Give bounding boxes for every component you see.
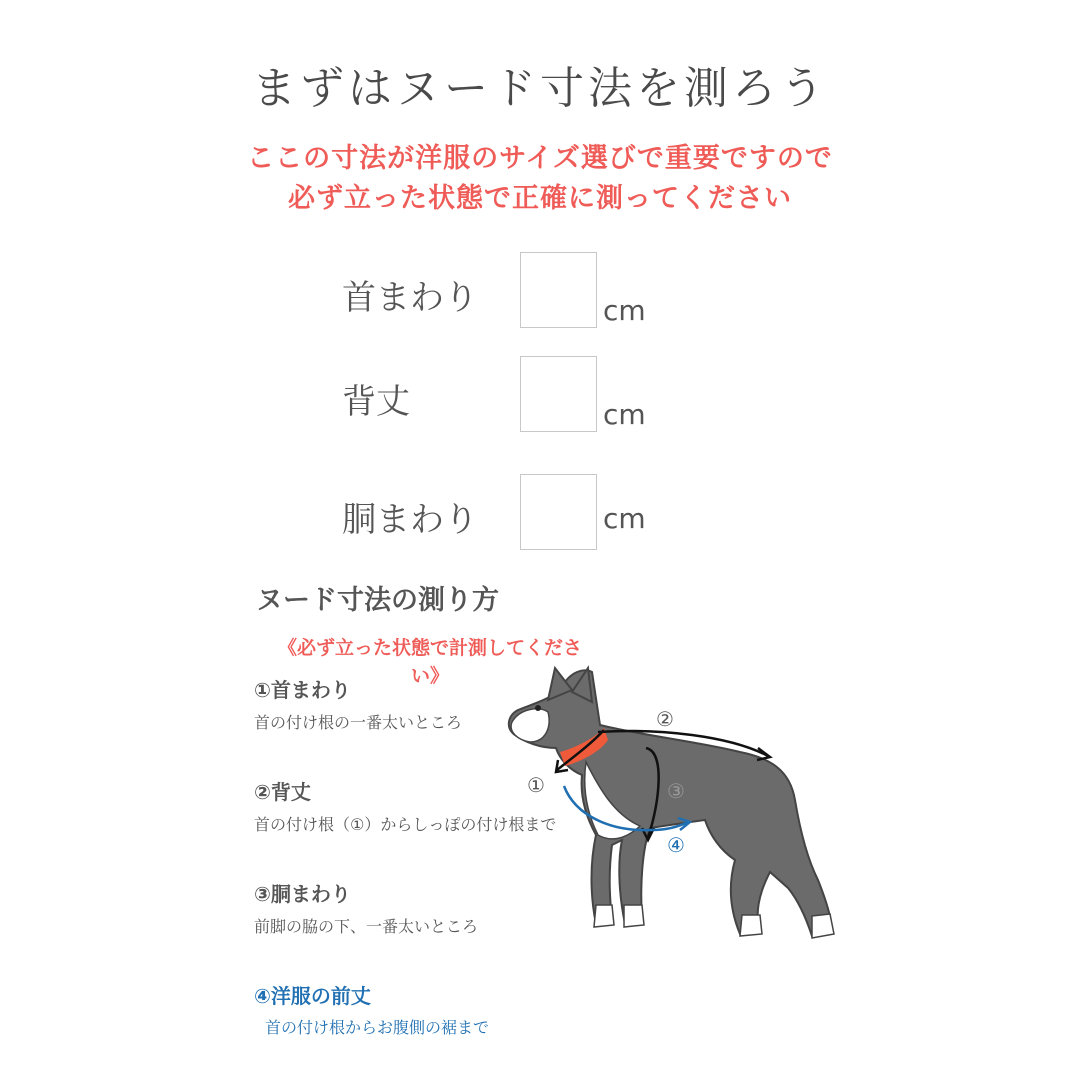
marker-2: ② (656, 707, 674, 731)
dog-foot-4 (812, 914, 834, 938)
subtitle-line-1: ここの寸法が洋服のサイズ選びで重要ですので (247, 143, 833, 174)
howto-title: ヌード寸法の測り方 (256, 585, 499, 616)
neck-label: 首まわり (342, 278, 478, 318)
dog-foot-2 (624, 905, 644, 927)
dog-eye (535, 705, 541, 711)
item-back-desc: 首の付け根（①）からしっぽの付け根まで (254, 815, 557, 834)
item-chest-desc: 前脚の脇の下、一番太いところ (254, 917, 479, 936)
chest-unit: cm (603, 502, 646, 535)
back-length-unit: cm (603, 398, 646, 431)
page-title: まずはヌード寸法を測ろう (252, 63, 828, 114)
chest-label: 胴まわり (342, 500, 478, 540)
howto-warning-line-2: い》 (410, 665, 449, 687)
dog-foot-1 (594, 905, 614, 927)
item-back-head: ②背丈 (254, 780, 311, 804)
subtitle-line-2: 必ず立った状態で正確に測ってください (288, 183, 792, 214)
marker-3: ③ (667, 779, 685, 803)
item-chest-head: ③胴まわり (254, 882, 351, 906)
neck-unit: cm (603, 294, 646, 327)
marker-1: ① (527, 773, 545, 797)
howto-warning-line-1: 《必ず立った状態で計測してくださ (277, 637, 582, 659)
item-neck-desc: 首の付け根の一番太いところ (254, 713, 463, 732)
marker-4: ④ (667, 833, 685, 857)
item-front-length-head: ④洋服の前丈 (254, 984, 371, 1008)
dog-foot-3 (740, 915, 762, 936)
item-neck-head: ①首まわり (254, 678, 351, 702)
item-front-length-desc: 首の付け根からお腹側の裾まで (265, 1018, 490, 1037)
back-length-label: 背丈 (342, 382, 410, 422)
